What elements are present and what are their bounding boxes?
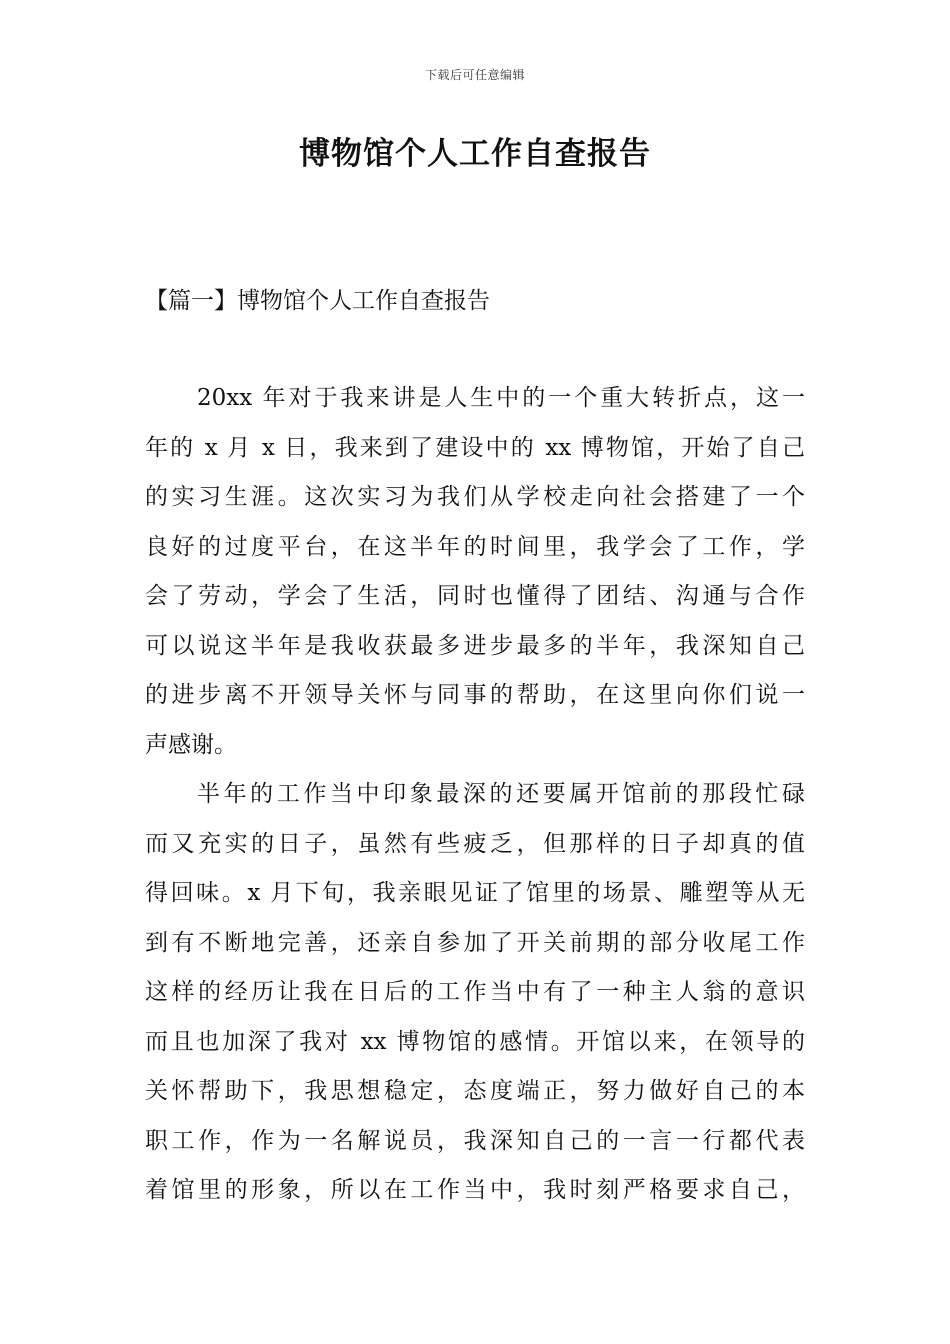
document-title: 博物馆个人工作自查报告	[299, 136, 651, 172]
text-line: 20xx 年对于我来讲是人生中的一个重大转折点，这一	[197, 385, 805, 411]
text-line: 职工作，作为一名解说员，我深知自己的一言一行都代表	[145, 1127, 805, 1154]
text-line: 年的 x 月 x 日，我来到了建设中的 xx 博物馆，开始了自己	[145, 434, 805, 461]
text-line: 的进步离不开领导关怀与同事的帮助，在这里向你们说一	[145, 682, 805, 708]
document-body	[145, 374, 805, 1216]
text-line: 而又充实的日子，虽然有些疲乏，但那样的日子却真的值	[145, 830, 805, 857]
text-line: 会了劳动，学会了生活，同时也懂得了团结、沟通与合作	[145, 583, 805, 609]
text-line: 而且也加深了我对 xx 博物馆的感情。开馆以来，在领导的	[145, 1028, 805, 1055]
text-line: 半年的工作当中印象最深的还要属开馆前的那段忙碌	[197, 781, 805, 807]
text-line: 得回味。x 月下旬，我亲眼见证了馆里的场景、雕塑等从无	[145, 880, 805, 906]
text-line: 这样的经历让我在日后的工作当中有了一种主人翁的意识	[145, 979, 805, 1005]
text-line: 着馆里的形象，所以在工作当中，我时刻严格要求自己，	[145, 1177, 805, 1203]
text-line: 的实习生涯。这次实习为我们从学校走向社会搭建了一个	[145, 484, 805, 510]
header-note: 下载后可任意编辑	[424, 68, 525, 82]
text-line: 声感谢。	[145, 731, 237, 758]
text-line: 关怀帮助下，我思想稳定，态度端正，努力做好自己的本	[145, 1078, 805, 1104]
text-line: 良好的过度平台，在这半年的时间里，我学会了工作，学	[145, 533, 805, 560]
section-heading: 【篇一】博物馆个人工作自查报告	[145, 288, 490, 314]
paragraph-1	[145, 374, 805, 770]
text-line: 可以说这半年是我收获最多进步最多的半年，我深知自己	[145, 632, 805, 659]
paragraph-2	[145, 770, 805, 1216]
text-line: 到有不断地完善，还亲自参加了开关前期的部分收尾工作	[145, 929, 805, 956]
